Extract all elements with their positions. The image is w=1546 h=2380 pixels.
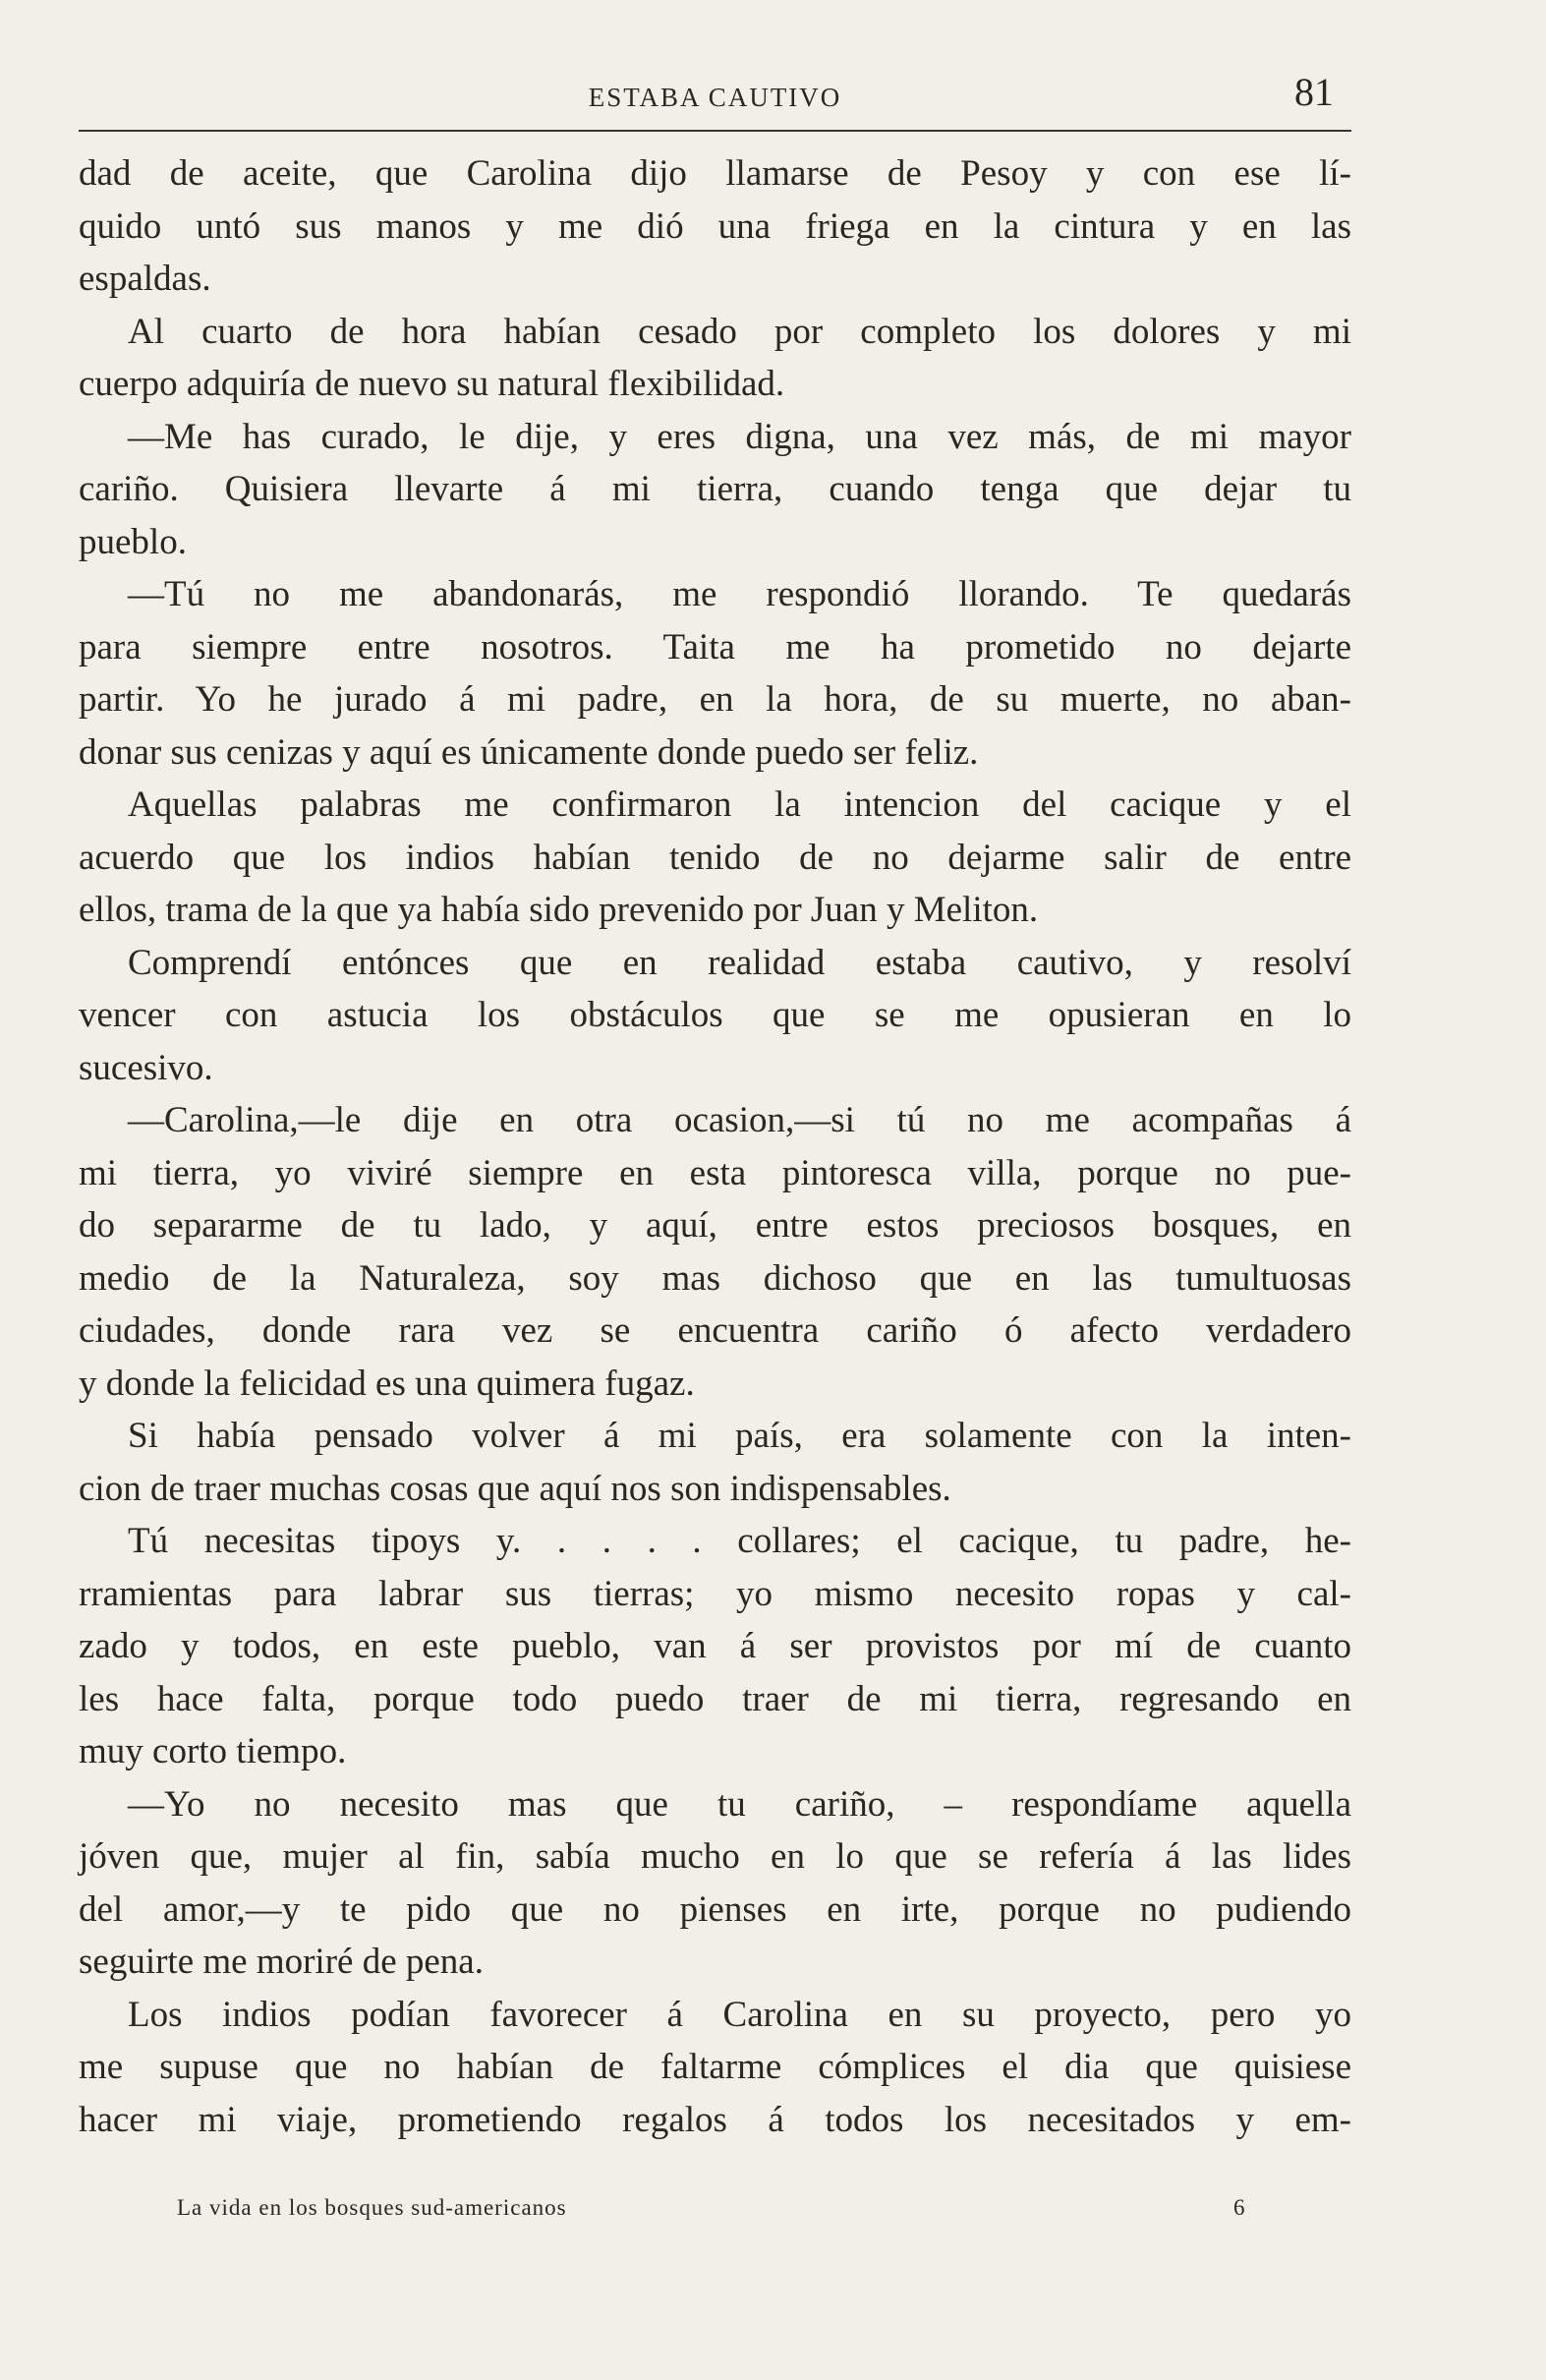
text-line: donar sus cenizas y aquí es únicamente donde puedo ser feliz. bbox=[79, 731, 979, 773]
text-line: para siempre entre nosotros. Taita me ha prometido no dejarte bbox=[79, 626, 1351, 668]
page-footer bbox=[177, 2195, 1258, 2235]
text-line: les hace falta, porque todo puedo traer de mi tierra, regresando en bbox=[79, 1678, 1351, 1719]
text-line: medio de la Naturaleza, soy mas dichoso que en las tumultuosas bbox=[79, 1257, 1351, 1299]
text-line: espaldas. bbox=[79, 259, 211, 299]
text-line: quido untó sus manos y me dió una friega en la cintura y en las bbox=[79, 205, 1351, 247]
text-line: cariño. Quisiera llevarte á mi tierra, cuando tenga que dejar tu bbox=[79, 469, 1351, 509]
text-line: cion de traer muchas cosas que aquí nos son indispensables. bbox=[79, 1468, 951, 1509]
text-line: Comprendí entónces que en realidad estaba cautivo, y resolví bbox=[128, 942, 1351, 983]
book-title: La vida en los bosques sud-americanos bbox=[177, 2195, 567, 2220]
text-line: partir. Yo he jurado á mi padre, en la hora, de su muerte, no aban- bbox=[79, 679, 1351, 720]
text-line: me supuse que no habían de faltarme cómplices el dia que quisiese bbox=[79, 2047, 1351, 2087]
text-line: ciudades, donde rara vez se encuentra cariño ó afecto verdadero bbox=[79, 1310, 1351, 1351]
text-line: y donde la felicidad es una quimera fugaz. bbox=[79, 1363, 695, 1404]
text-line: muy corto tiempo. bbox=[79, 1731, 347, 1771]
text-line: mi tierra, yo viviré siempre en esta pintoresca villa, porque no pue- bbox=[79, 1152, 1351, 1193]
body-text bbox=[79, 147, 1351, 2182]
text-line: del amor,—y te pido que no pienses en irte, porque no pudiendo bbox=[79, 1888, 1351, 1930]
text-line: Al cuarto de hora habían cesado por completo los dolores y mi bbox=[128, 311, 1351, 352]
text-line: zado y todos, en este pueblo, van á ser provistos por mí de cuanto bbox=[79, 1626, 1351, 1666]
text-line: cuerpo adquiría de nuevo su natural flexibilidad. bbox=[79, 364, 785, 404]
text-line: —Me has curado, le dije, y eres digna, una vez más, de mi mayor bbox=[128, 416, 1351, 457]
text-line: do separarme de tu lado, y aquí, entre estos preciosos bosques, en bbox=[79, 1205, 1351, 1246]
text-line: —Yo no necesito mas que tu cariño, – respondíame aquella bbox=[128, 1783, 1351, 1825]
page-number: 81 bbox=[1294, 70, 1334, 114]
text-line: Si había pensado volver á mi país, era solamente con la inten- bbox=[128, 1416, 1351, 1456]
text-line: dad de aceite, que Carolina dijo llamarse de Pesoy y con ese lí- bbox=[79, 153, 1351, 194]
text-line: Tú necesitas tipoys y. . . . . collares; el cacique, tu padre, he- bbox=[128, 1521, 1351, 1561]
text-line: Los indios podían favorecer á Carolina en su proyecto, pero yo bbox=[128, 1994, 1351, 2035]
text-line: —Tú no me abandonarás, me respondió llorando. Te quedarás bbox=[128, 574, 1351, 614]
signature-mark: 6 bbox=[1233, 2195, 1245, 2220]
running-title: ESTABA CAUTIVO bbox=[588, 83, 842, 112]
text-line: —Carolina,—le dije en otra ocasion,—si tú no me acompañas á bbox=[128, 1100, 1351, 1140]
text-line: hacer mi viaje, prometiendo regalos á todos los necesitados y em- bbox=[79, 2099, 1351, 2140]
text-line: sucesivo. bbox=[79, 1047, 213, 1088]
text-line: vencer con astucia los obstáculos que se me opusieran en lo bbox=[79, 995, 1351, 1035]
text-line: rramientas para labrar sus tierras; yo mismo necesito ropas y cal- bbox=[79, 1573, 1351, 1614]
text-line: pueblo. bbox=[79, 521, 187, 562]
text-line: ellos, trama de la que ya había sido prevenido por Juan y Meliton. bbox=[79, 890, 1039, 930]
page-header bbox=[79, 61, 1351, 132]
text-line: Aquellas palabras me confirmaron la intencion del cacique y el bbox=[128, 784, 1351, 825]
text-line: jóven que, mujer al fin, sabía mucho en lo que se refería á las lides bbox=[79, 1836, 1351, 1877]
text-line: seguirte me moriré de pena. bbox=[79, 1942, 484, 1982]
text-line: acuerdo que los indios habían tenido de no dejarme salir de entre bbox=[79, 837, 1351, 878]
